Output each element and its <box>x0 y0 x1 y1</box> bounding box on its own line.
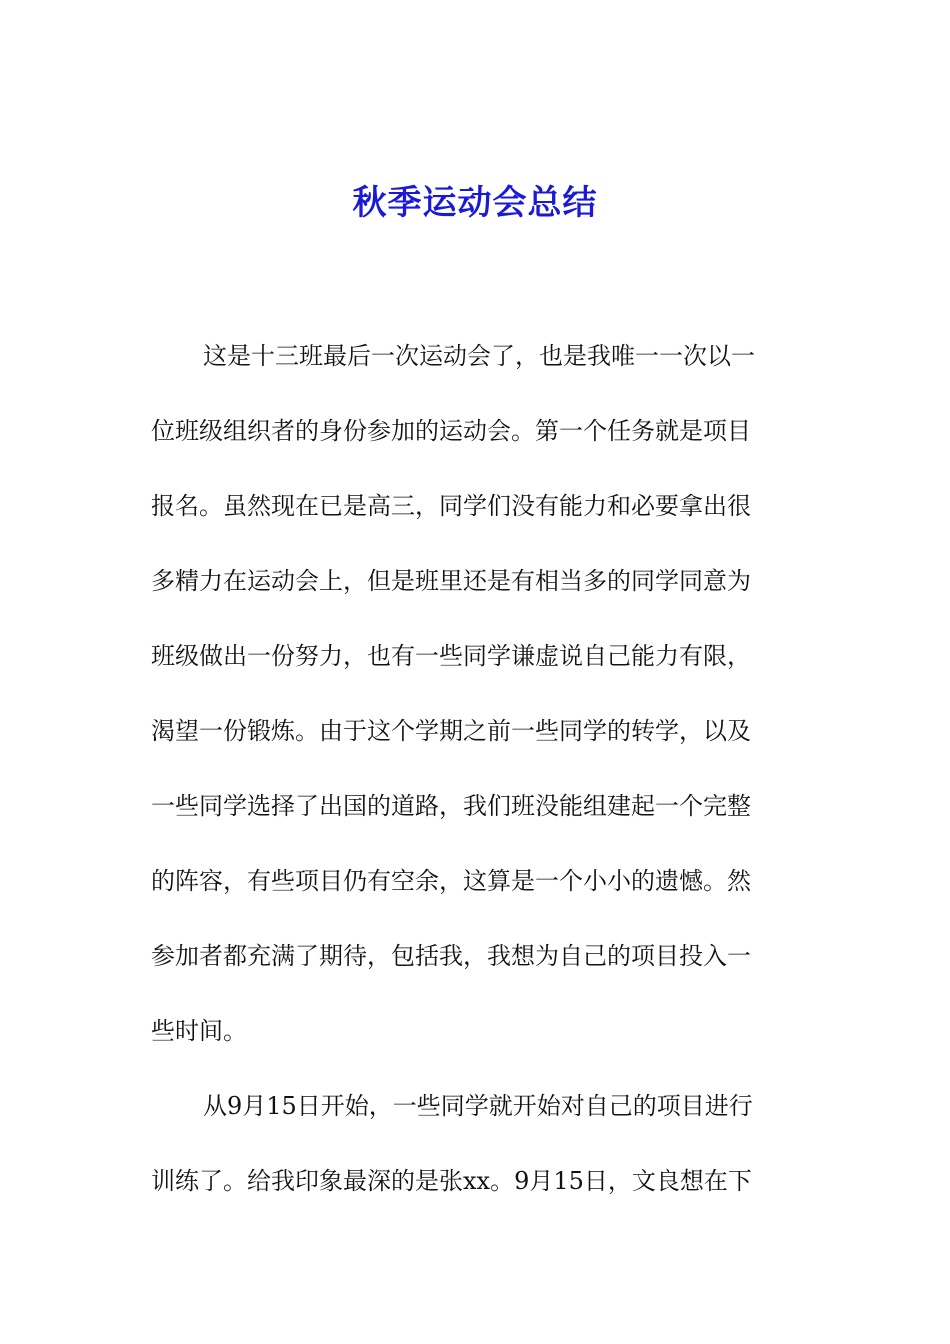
paragraph-2-line-2: 训练了。给我印象最深的是张xx。9月15日，文良想在下 <box>151 1167 752 1195</box>
paragraph-1-line-2: 位班级组织者的身份参加的运动会。第一个任务就是项目 <box>151 417 751 445</box>
paragraph-1-line-6: 渴望一份锻炼。由于这个学期之前一些同学的转学，以及 <box>151 717 751 745</box>
paragraph-1-line-10: 些时间。 <box>151 1017 247 1045</box>
document-body <box>151 330 801 1230</box>
paragraph-1-line-8: 的阵容，有些项目仍有空余，这算是一个小小的遗憾。然 <box>151 867 751 895</box>
paragraph-1-line-1: 这是十三班最后一次运动会了，也是我唯一一次以一 <box>203 342 755 370</box>
paragraph-1-line-9: 参加者都充满了期待，包括我，我想为自己的项目投入一 <box>151 942 751 970</box>
paragraph-2-line-1: 从9月15日开始，一些同学就开始对自己的项目进行 <box>203 1092 753 1120</box>
document-title: 秋季运动会总结 <box>352 183 598 223</box>
paragraph-1-line-7: 一些同学选择了出国的道路，我们班没能组建起一个完整 <box>151 792 751 820</box>
paragraph-1-line-3: 报名。虽然现在已是高三，同学们没有能力和必要拿出很 <box>151 492 751 520</box>
paragraph-1-line-5: 班级做出一份努力，也有一些同学谦虚说自己能力有限， <box>151 642 751 670</box>
paragraph-1-line-4: 多精力在运动会上，但是班里还是有相当多的同学同意为 <box>151 567 751 595</box>
